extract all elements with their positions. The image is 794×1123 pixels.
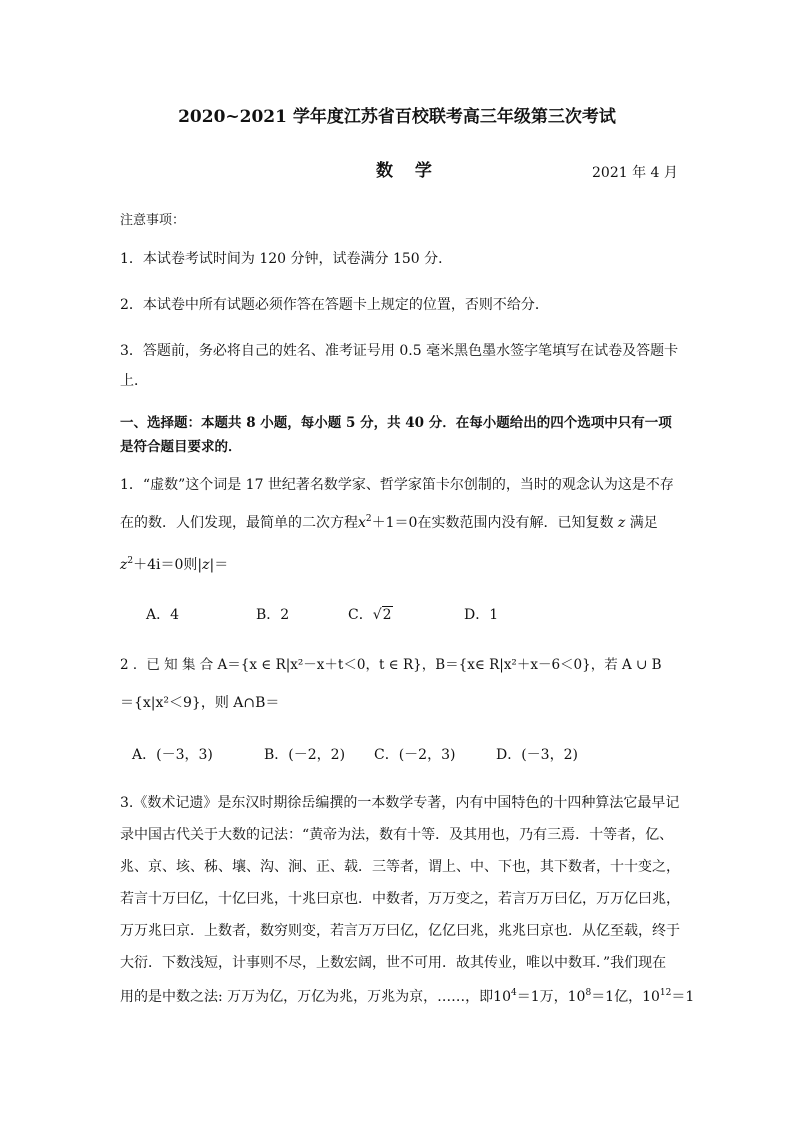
q1-var-z: z (202, 557, 210, 573)
q1-exponent: 2 (365, 514, 372, 524)
q2-option-a: A．(－3，3) (132, 747, 213, 763)
q2-option-b: B．(－2，2) (264, 747, 346, 763)
q1-text: |＝ (209, 557, 229, 573)
q3-text: ＝1万，10 (516, 989, 586, 1005)
q3-exponent: 8 (585, 988, 592, 998)
notice-item-2: 2．本试卷中所有试题必须作答在答题卡上规定的位置，否则不给分． (120, 297, 549, 313)
q1-line2 (120, 514, 658, 532)
notice-item-1: 1．本试卷考试时间为 120 分钟，试卷满分 150 分． (120, 251, 453, 267)
q1-var-z: z (120, 557, 128, 573)
q1-option-d: D．1 (464, 607, 499, 623)
q2-option-c: C．(－2，3) (374, 747, 456, 763)
q1-option-a: A．4 (146, 607, 180, 623)
q3-text: ＝1亿，10 (591, 989, 660, 1005)
q1-var-z: z (617, 515, 626, 531)
q1-option-c (348, 606, 393, 624)
q1-line3 (120, 556, 228, 574)
q1-option-c-value: 2 (382, 607, 392, 623)
q3-exponent: 12 (659, 988, 672, 998)
q3-line5: 万万兆曰京．上数者，数穷则变，若言万万曰亿，亿亿曰兆，兆兆曰京也．从亿至载，终于 (120, 923, 680, 939)
q3-text: 用的是中数之法: 万万为亿，万亿为兆，万兆为京，……，即10 (120, 989, 511, 1005)
subject-label: 数 学 (376, 161, 440, 181)
section-heading-line2: 是符合题目要求的． (120, 439, 242, 455)
q3-line3: 兆、京、垓、秭、壤、沟、涧、正、载．三等者，谓上、中、下也，其下数者，十十变之， (120, 859, 680, 875)
q1-text: 满足 (629, 515, 658, 531)
exam-date: 2021 年 4 月 (592, 165, 678, 181)
q1-var-x: x (358, 515, 366, 531)
q1-option-c-label: C． (348, 607, 373, 623)
q3-exponent: 4 (510, 988, 517, 998)
q2-line2: ＝{x|x²＜9}，则 A∩B＝ (120, 695, 280, 711)
section-heading-line1: 一、选择题：本题共 8 小题，每小题 5 分，共 40 分．在每小题给出的四个选项中只有一项 (120, 415, 672, 431)
notice-item-3: 3．答题前，务必将自己的姓名、准考证号用 0.5 毫米黑色墨水签字笔填写在试卷及答题卡 (120, 343, 679, 359)
q3-text: ＝1 (671, 989, 695, 1005)
q2-line1: 2 ．已 知 集 合 A＝{x ∈ R|x²－x＋t＜0，t ∈ R}，B＝{x∈ R|x²＋x－6＜0}，若 A ∪ B (120, 657, 662, 673)
q1-text: 在的数．人们发现，最简单的二次方程 (120, 515, 358, 531)
sqrt-symbol: √2 (372, 607, 392, 623)
q1-line1: 1．“虚数”这个词是 17 世纪著名数学家、哲学家笛卡尔创制的，当时的观念认为这是不存 (120, 477, 674, 493)
q3-line7 (120, 988, 694, 1006)
q1-option-b: B．2 (256, 607, 290, 623)
q3-line1: 3.《数术记遗》是东汉时期徐岳编撰的一本数学专著，内有中国特色的十四种算法它最早记 (120, 795, 680, 811)
notice-item-3-cont: 上． (120, 373, 148, 389)
q1-text: ＋1＝0在实数范围内没有解．已知复数 (371, 515, 614, 531)
q3-line2: 录中国古代关于大数的记法：“黄帝为法，数有十等．及其用也，乃有三焉．十等者，亿、 (120, 827, 674, 843)
q3-line4: 若言十万曰亿，十亿曰兆，十兆曰京也．中数者，万万变之，若言万万曰亿，万万亿曰兆， (120, 891, 680, 907)
q2-option-d: D．(－3，2) (496, 747, 578, 763)
q3-line6: 大衍．下数浅短，计事则不尽，上数宏阔，世不可用．故其传业，唯以中数耳．”我们现在 (120, 955, 667, 971)
q1-text: ＋4i＝0则| (133, 557, 203, 573)
exam-title: 2020~2021 学年度江苏省百校联考高三年级第三次考试 (178, 107, 616, 127)
q1-exponent: 2 (127, 556, 134, 566)
notice-heading: 注意事项： (120, 213, 186, 228)
